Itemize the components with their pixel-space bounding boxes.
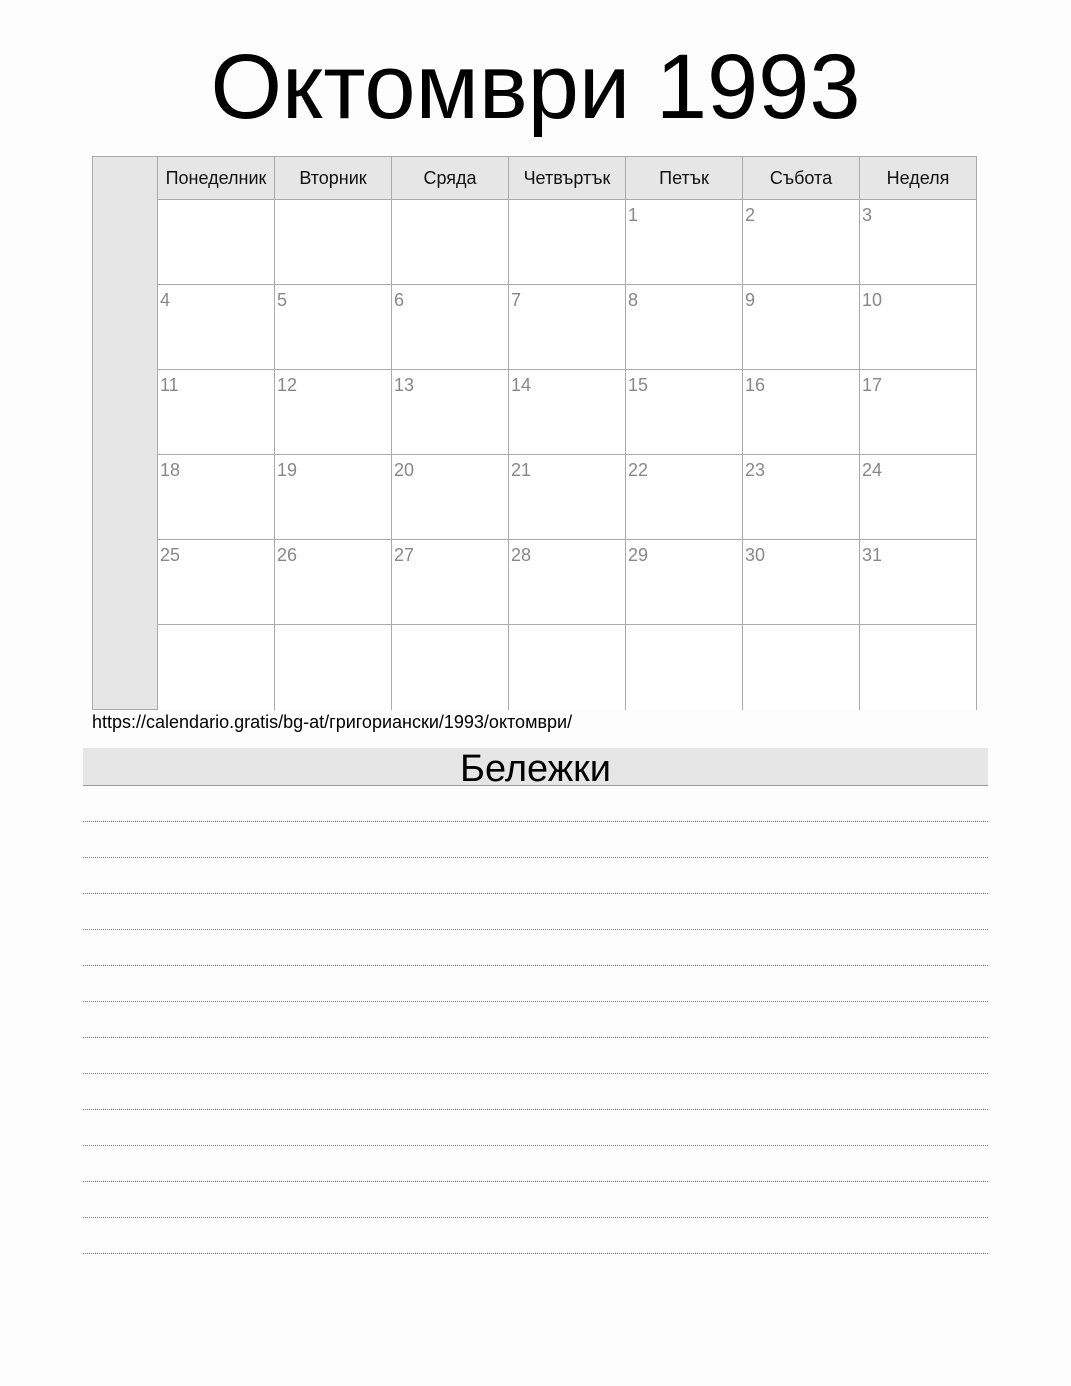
- calendar-grid: [158, 157, 976, 709]
- day-number: 2: [745, 205, 756, 225]
- week-number-column: [93, 157, 158, 709]
- day-number: 6: [394, 290, 405, 310]
- month-calendar: [92, 156, 977, 710]
- day-number: 9: [745, 290, 756, 310]
- note-line: [83, 1110, 988, 1146]
- day-cell[interactable]: [860, 455, 976, 540]
- day-cell[interactable]: [860, 200, 976, 285]
- day-cell[interactable]: [275, 625, 392, 710]
- day-number: 8: [628, 290, 639, 310]
- day-cell[interactable]: [158, 200, 275, 285]
- day-cell[interactable]: [626, 285, 743, 370]
- day-cell[interactable]: [392, 370, 509, 455]
- day-number: 18: [160, 460, 181, 480]
- day-cell[interactable]: [158, 285, 275, 370]
- day-cell[interactable]: [509, 455, 626, 540]
- notes-area: [83, 786, 988, 1254]
- day-cell[interactable]: [392, 285, 509, 370]
- day-number: 4: [160, 290, 171, 310]
- day-cell[interactable]: [275, 455, 392, 540]
- day-number: 19: [277, 460, 298, 480]
- day-cell[interactable]: [509, 200, 626, 285]
- day-cell[interactable]: [743, 455, 860, 540]
- note-line: [83, 894, 988, 930]
- weekday-header: Понеделник: [158, 157, 275, 200]
- day-cell[interactable]: [392, 625, 509, 710]
- day-number: 10: [862, 290, 883, 310]
- notes-heading: Бележки: [83, 748, 988, 786]
- day-cell[interactable]: [626, 200, 743, 285]
- day-number: 15: [628, 375, 649, 395]
- day-number: 26: [277, 545, 298, 565]
- day-number: 24: [862, 460, 883, 480]
- day-cell[interactable]: [860, 625, 976, 710]
- weekday-header: Четвъртък: [509, 157, 626, 200]
- day-cell[interactable]: [392, 540, 509, 625]
- day-cell[interactable]: [860, 285, 976, 370]
- day-cell[interactable]: [158, 455, 275, 540]
- day-number: 11: [160, 375, 179, 395]
- day-number: 7: [511, 290, 522, 310]
- day-cell[interactable]: [275, 200, 392, 285]
- day-number: 29: [628, 545, 649, 565]
- day-cell[interactable]: [509, 370, 626, 455]
- day-cell[interactable]: [860, 540, 976, 625]
- day-number: 12: [277, 375, 298, 395]
- day-number: 1: [628, 205, 639, 225]
- note-line: [83, 1074, 988, 1110]
- day-cell[interactable]: [743, 540, 860, 625]
- day-cell[interactable]: [275, 540, 392, 625]
- note-line: [83, 1146, 988, 1182]
- day-number: 30: [745, 545, 766, 565]
- day-cell[interactable]: [158, 540, 275, 625]
- day-cell[interactable]: [626, 540, 743, 625]
- note-line: [83, 858, 988, 894]
- day-cell[interactable]: [392, 455, 509, 540]
- day-cell[interactable]: [626, 455, 743, 540]
- day-cell[interactable]: [509, 625, 626, 710]
- note-line: [83, 822, 988, 858]
- note-line: [83, 966, 988, 1002]
- day-cell[interactable]: [392, 200, 509, 285]
- day-number: 25: [160, 545, 181, 565]
- weekday-header: Вторник: [275, 157, 392, 200]
- day-number: 5: [277, 290, 288, 310]
- day-number: 22: [628, 460, 649, 480]
- day-cell[interactable]: [743, 370, 860, 455]
- day-number: 23: [745, 460, 766, 480]
- day-cell[interactable]: [860, 370, 976, 455]
- day-number: 20: [394, 460, 415, 480]
- weekday-header: Неделя: [860, 157, 976, 200]
- weekday-header: Петък: [626, 157, 743, 200]
- note-line: [83, 930, 988, 966]
- day-cell[interactable]: [626, 625, 743, 710]
- day-number: 16: [745, 375, 766, 395]
- day-cell[interactable]: [158, 625, 275, 710]
- note-line: [83, 786, 988, 822]
- note-line: [83, 1182, 988, 1218]
- day-number: 13: [394, 375, 415, 395]
- day-cell[interactable]: [743, 285, 860, 370]
- day-number: 17: [862, 375, 883, 395]
- source-url[interactable]: https://calendario.gratis/bg-at/григориански/1993/октомври/: [92, 712, 573, 732]
- day-cell[interactable]: [743, 625, 860, 710]
- day-number: 21: [511, 460, 532, 480]
- day-number: 3: [862, 205, 873, 225]
- day-cell[interactable]: [509, 285, 626, 370]
- day-cell[interactable]: [626, 370, 743, 455]
- day-cell[interactable]: [275, 285, 392, 370]
- note-line: [83, 1218, 988, 1254]
- day-number: 31: [862, 545, 883, 565]
- note-line: [83, 1002, 988, 1038]
- day-cell[interactable]: [158, 370, 275, 455]
- day-number: 27: [394, 545, 415, 565]
- day-number: 14: [511, 375, 532, 395]
- day-number: 28: [511, 545, 532, 565]
- day-cell[interactable]: [743, 200, 860, 285]
- day-cell[interactable]: [509, 540, 626, 625]
- weekday-header: Сряда: [392, 157, 509, 200]
- weekday-header: Събота: [743, 157, 860, 200]
- note-line: [83, 1038, 988, 1074]
- day-cell[interactable]: [275, 370, 392, 455]
- page-title: Октомври 1993: [210, 36, 861, 138]
